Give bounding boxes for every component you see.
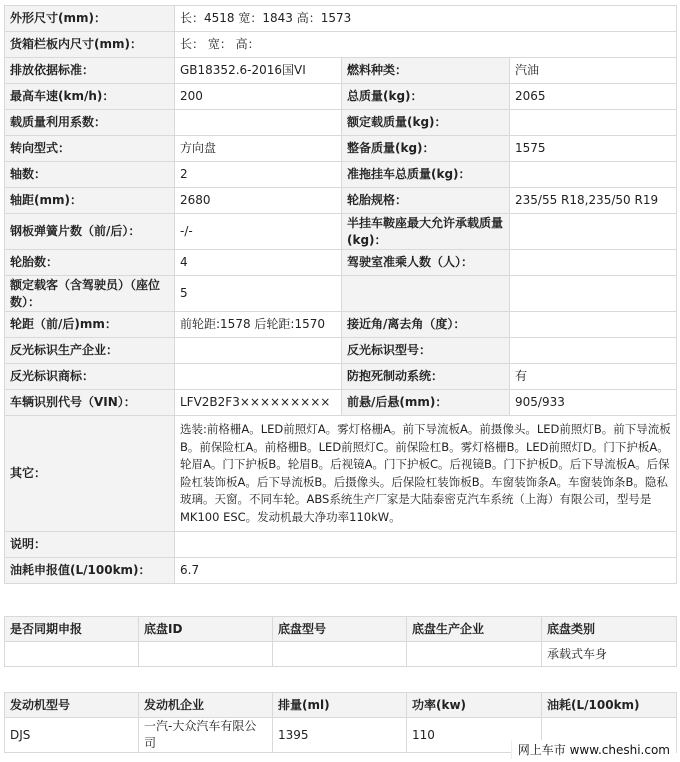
- spec-value: [510, 250, 677, 276]
- spec-label: 燃料种类：: [342, 58, 510, 84]
- spec-label: 轮距（前/后)mm：: [5, 312, 175, 338]
- spec-label: [342, 276, 510, 312]
- spec-label: 钢板弹簧片数（前/后）：: [5, 214, 175, 250]
- spec-value: -/-: [175, 214, 342, 250]
- spec-row: [5, 188, 677, 214]
- chassis-cell: [273, 642, 407, 667]
- spec-label: 轮胎数：: [5, 250, 175, 276]
- spec-value: [175, 532, 677, 558]
- spec-label: 额定载客（含驾驶员）（座位数）：: [5, 276, 175, 312]
- spec-value: [175, 110, 342, 136]
- spec-row: [5, 390, 677, 416]
- spec-label: 半挂车鞍座最大允许承载质量(kg)：: [342, 214, 510, 250]
- spec-label: 额定载质量(kg)：: [342, 110, 510, 136]
- spec-label: 油耗申报值(L/100km)：: [5, 558, 175, 584]
- spec-label: 总质量(kg)：: [342, 84, 510, 110]
- spec-value: 6.7: [175, 558, 677, 584]
- spec-label: 准拖挂车总质量(kg)：: [342, 162, 510, 188]
- spec-label: 反光标识生产企业：: [5, 338, 175, 364]
- chassis-table: [4, 616, 677, 667]
- spec-value: 长： 宽： 高：: [175, 32, 677, 58]
- spec-row: [5, 136, 677, 162]
- spec-value: [510, 338, 677, 364]
- chassis-header-row: [5, 617, 677, 642]
- engine-cell: 一汽-大众汽车有限公司: [139, 718, 273, 753]
- spec-value: [510, 276, 677, 312]
- spec-row: [5, 110, 677, 136]
- spec-label: 驾驶室准乘人数（人）：: [342, 250, 510, 276]
- spec-row: [5, 364, 677, 390]
- spec-label: 其它：: [5, 416, 175, 532]
- spec-row: [5, 338, 677, 364]
- spec-label: 最高车速(km/h)：: [5, 84, 175, 110]
- spec-value: 有: [510, 364, 677, 390]
- spec-value: 1575: [510, 136, 677, 162]
- spec-label: 整备质量(kg)：: [342, 136, 510, 162]
- chassis-header-cell: 底盘类别: [542, 617, 677, 642]
- spec-value: [175, 338, 342, 364]
- spec-value: 汽油: [510, 58, 677, 84]
- spec-row: [5, 84, 677, 110]
- spec-value: LFV2B2F3×××××××××: [175, 390, 342, 416]
- spec-label: 排放依据标准：: [5, 58, 175, 84]
- spec-value: 前轮距:1578 后轮距:1570: [175, 312, 342, 338]
- spec-label: 转向型式：: [5, 136, 175, 162]
- chassis-cell: 承载式车身: [542, 642, 677, 667]
- engine-cell: 110: [407, 718, 542, 753]
- spec-label: 货箱栏板内尺寸(mm)：: [5, 32, 175, 58]
- spec-row: [5, 58, 677, 84]
- spec-row: [5, 32, 677, 58]
- chassis-cell: [407, 642, 542, 667]
- engine-cell: 1395: [273, 718, 407, 753]
- spec-value: 2065: [510, 84, 677, 110]
- spec-label: 反光标识商标：: [5, 364, 175, 390]
- spec-label: 载质量利用系数：: [5, 110, 175, 136]
- spec-label: 轴数：: [5, 162, 175, 188]
- spec-value: 905/933: [510, 390, 677, 416]
- spec-label: 外形尺寸(mm)：: [5, 6, 175, 32]
- spec-row: [5, 558, 677, 584]
- footer-brand: 网上车市 www.cheshi.com: [511, 740, 676, 759]
- spec-value: 选装:前格栅A。LED前照灯A。雾灯格栅A。前下导流板A。前摄像头。LED前照灯B。前下导流板B。前保险杠A。前格栅B。LED前照灯C。前保险杠B。雾灯格栅B。LED前照灯D。门下护板A。轮眉A。门下护板B。轮眉B。后视镜A。门下护板C。后视镜B。门下护板D。后下导流板A。后保险杠装饰板A。后下导流板B。后摄像头。后保险杠装饰板B。车窗装饰条A。车窗装饰条B。隐私玻璃。天窗。不同车轮。ABS系统生产厂家是大陆泰密克汽车系统（上海）有限公司，型号是MK100 ESC。发动机最大净功率110kW。: [175, 416, 677, 532]
- spec-label: 反光标识型号：: [342, 338, 510, 364]
- spec-value: 2680: [175, 188, 342, 214]
- spec-row: [5, 214, 677, 250]
- spec-value: 235/55 R18,235/50 R19: [510, 188, 677, 214]
- chassis-header-cell: 底盘生产企业: [407, 617, 542, 642]
- engine-header-cell: 发动机型号: [5, 693, 139, 718]
- spec-value: 2: [175, 162, 342, 188]
- engine-header-row: [5, 693, 677, 718]
- engine-header-cell: 发动机企业: [139, 693, 273, 718]
- spec-value: 方向盘: [175, 136, 342, 162]
- spec-row: [5, 532, 677, 558]
- spec-value: [510, 162, 677, 188]
- spec-table-body: [5, 6, 677, 584]
- spec-label: 轴距(mm)：: [5, 188, 175, 214]
- chassis-header-cell: 底盘ID: [139, 617, 273, 642]
- spec-row: [5, 250, 677, 276]
- spec-label: 前悬/后悬(mm)：: [342, 390, 510, 416]
- spec-value: [510, 110, 677, 136]
- spec-value: 长：4518 宽：1843 高：1573: [175, 6, 677, 32]
- chassis-header-cell: 底盘型号: [273, 617, 407, 642]
- spec-value: GB18352.6-2016国VI: [175, 58, 342, 84]
- spec-table: [4, 5, 677, 584]
- spec-value: [510, 312, 677, 338]
- spec-value: 5: [175, 276, 342, 312]
- spec-label: 防抱死制动系统：: [342, 364, 510, 390]
- spec-value: 4: [175, 250, 342, 276]
- chassis-cell: [139, 642, 273, 667]
- spec-row: [5, 6, 677, 32]
- spec-row: [5, 276, 677, 312]
- spec-row: [5, 416, 677, 532]
- spec-label: 说明：: [5, 532, 175, 558]
- engine-header-cell: 功率(kw): [407, 693, 542, 718]
- engine-header-cell: 排量(ml): [273, 693, 407, 718]
- spec-value: [510, 214, 677, 250]
- spec-value: 200: [175, 84, 342, 110]
- engine-header-cell: 油耗(L/100km): [542, 693, 677, 718]
- chassis-data-row: [5, 642, 677, 667]
- chassis-header-cell: 是否同期申报: [5, 617, 139, 642]
- spec-row: [5, 312, 677, 338]
- engine-cell: DJS: [5, 718, 139, 753]
- spec-label: 车辆识别代号（VIN）：: [5, 390, 175, 416]
- chassis-cell: [5, 642, 139, 667]
- spec-label: 轮胎规格：: [342, 188, 510, 214]
- spec-value: [175, 364, 342, 390]
- spec-row: [5, 162, 677, 188]
- spec-label: 接近角/离去角（度）：: [342, 312, 510, 338]
